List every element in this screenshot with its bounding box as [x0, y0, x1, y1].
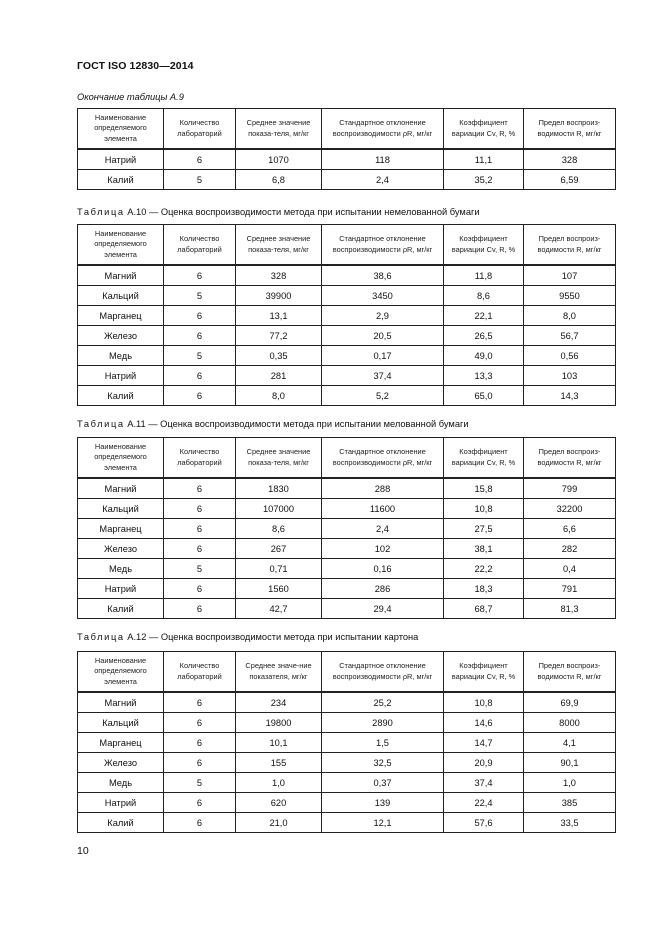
- element-name-cell: Кальций: [78, 286, 164, 306]
- value-cell: 14,6: [444, 713, 524, 733]
- table-row: [78, 539, 616, 559]
- table-a10-caption: [77, 207, 480, 217]
- table-a10-header: [78, 225, 616, 266]
- element-name-cell: Марганец: [78, 306, 164, 326]
- value-cell: 6: [164, 793, 236, 813]
- table-row: [78, 499, 616, 519]
- value-cell: 37,4: [444, 773, 524, 793]
- element-name-cell: Калий: [78, 599, 164, 619]
- element-name-cell: Натрий: [78, 793, 164, 813]
- table-row: [78, 773, 616, 793]
- value-cell: 139: [322, 793, 444, 813]
- table-row: [78, 149, 616, 170]
- value-cell: 13,1: [236, 306, 322, 326]
- column-header: Стандартное отклонение воспроизводимости ρR, мг/кг: [322, 438, 444, 479]
- value-cell: 22,4: [444, 793, 524, 813]
- element-name-cell: Железо: [78, 753, 164, 773]
- value-cell: 2,4: [322, 170, 444, 190]
- value-cell: 328: [236, 265, 322, 286]
- value-cell: 0,37: [322, 773, 444, 793]
- value-cell: 8,6: [444, 286, 524, 306]
- value-cell: 19800: [236, 713, 322, 733]
- column-header: Предел воспроиз-водимости R, мг/кг: [524, 109, 616, 150]
- element-name-cell: Калий: [78, 813, 164, 833]
- table-row: [78, 346, 616, 366]
- value-cell: 0,17: [322, 346, 444, 366]
- value-cell: 1,5: [322, 733, 444, 753]
- value-cell: 6: [164, 326, 236, 346]
- element-name-cell: Магний: [78, 265, 164, 286]
- value-cell: 6: [164, 813, 236, 833]
- value-cell: 57,6: [444, 813, 524, 833]
- value-cell: 2890: [322, 713, 444, 733]
- value-cell: 65,0: [444, 386, 524, 406]
- value-cell: 107: [524, 265, 616, 286]
- table-a12: [77, 651, 616, 833]
- value-cell: 10,8: [444, 499, 524, 519]
- value-cell: 68,7: [444, 599, 524, 619]
- table-row: [78, 366, 616, 386]
- value-cell: 25,2: [322, 692, 444, 713]
- table-label: Таблица: [77, 207, 125, 217]
- element-name-cell: Марганец: [78, 733, 164, 753]
- value-cell: 103: [524, 366, 616, 386]
- value-cell: 6: [164, 692, 236, 713]
- table-row: [78, 559, 616, 579]
- column-header: Наименование определяемого элемента: [78, 438, 164, 479]
- value-cell: 8,6: [236, 519, 322, 539]
- value-cell: 5: [164, 559, 236, 579]
- value-cell: 0,35: [236, 346, 322, 366]
- value-cell: 0,56: [524, 346, 616, 366]
- table-a9-caption: Окончание таблицы А.9: [77, 92, 184, 102]
- value-cell: 38,6: [322, 265, 444, 286]
- value-cell: 11,8: [444, 265, 524, 286]
- value-cell: 21,0: [236, 813, 322, 833]
- value-cell: 26,5: [444, 326, 524, 346]
- value-cell: 8,0: [236, 386, 322, 406]
- value-cell: 1,0: [524, 773, 616, 793]
- column-header: Среднее значение показа-теля, мг/кг: [236, 109, 322, 150]
- table-title: А.11 — Оценка воспроизводимости метода при испытании мелованной бумаги: [127, 419, 469, 429]
- table-row: [78, 478, 616, 499]
- table-row: [78, 306, 616, 326]
- value-cell: 32200: [524, 499, 616, 519]
- table-row: [78, 386, 616, 406]
- value-cell: 6,8: [236, 170, 322, 190]
- column-header: Среднее значе-ние показателя, мг/кг: [236, 652, 322, 693]
- value-cell: 791: [524, 579, 616, 599]
- column-header: Количество лабораторий: [164, 652, 236, 693]
- element-name-cell: Натрий: [78, 579, 164, 599]
- column-header: Предел воспроиз-водимости R, мг/кг: [524, 225, 616, 266]
- table-a12-header: [78, 652, 616, 693]
- value-cell: 37,4: [322, 366, 444, 386]
- table-row: [78, 170, 616, 190]
- column-header: Количество лабораторий: [164, 109, 236, 150]
- column-header: Коэффициент вариации Cv, R, %: [444, 652, 524, 693]
- element-name-cell: Медь: [78, 559, 164, 579]
- value-cell: 3450: [322, 286, 444, 306]
- element-name-cell: Медь: [78, 773, 164, 793]
- value-cell: 385: [524, 793, 616, 813]
- value-cell: 18,3: [444, 579, 524, 599]
- value-cell: 5: [164, 346, 236, 366]
- value-cell: 56,7: [524, 326, 616, 346]
- value-cell: 33,5: [524, 813, 616, 833]
- value-cell: 6: [164, 753, 236, 773]
- table-row: [78, 793, 616, 813]
- value-cell: 10,8: [444, 692, 524, 713]
- value-cell: 39900: [236, 286, 322, 306]
- value-cell: 286: [322, 579, 444, 599]
- table-a11-caption: [77, 419, 469, 429]
- value-cell: 155: [236, 753, 322, 773]
- column-header: Наименование определяемого элемента: [78, 109, 164, 150]
- value-cell: 35,2: [444, 170, 524, 190]
- value-cell: 234: [236, 692, 322, 713]
- value-cell: 14,3: [524, 386, 616, 406]
- table-a11: [77, 437, 616, 619]
- element-name-cell: Магний: [78, 478, 164, 499]
- table-row: [78, 692, 616, 713]
- element-name-cell: Калий: [78, 386, 164, 406]
- value-cell: 0,4: [524, 559, 616, 579]
- value-cell: 6: [164, 499, 236, 519]
- column-header: Предел воспроиз-водимости R, мг/кг: [524, 652, 616, 693]
- element-name-cell: Железо: [78, 539, 164, 559]
- column-header: Наименование определяемого элемента: [78, 652, 164, 693]
- value-cell: 1830: [236, 478, 322, 499]
- table-row: [78, 753, 616, 773]
- table-label: Таблица: [77, 632, 125, 642]
- element-name-cell: Натрий: [78, 149, 164, 170]
- value-cell: 22,2: [444, 559, 524, 579]
- value-cell: 8000: [524, 713, 616, 733]
- value-cell: 5: [164, 286, 236, 306]
- table-row: [78, 733, 616, 753]
- value-cell: 0,16: [322, 559, 444, 579]
- value-cell: 6: [164, 149, 236, 170]
- value-cell: 2,9: [322, 306, 444, 326]
- column-header: Количество лабораторий: [164, 438, 236, 479]
- value-cell: 1560: [236, 579, 322, 599]
- value-cell: 27,5: [444, 519, 524, 539]
- table-row: [78, 519, 616, 539]
- value-cell: 8,0: [524, 306, 616, 326]
- table-row: [78, 286, 616, 306]
- value-cell: 281: [236, 366, 322, 386]
- value-cell: 6,6: [524, 519, 616, 539]
- value-cell: 29,4: [322, 599, 444, 619]
- column-header: Среднее значение показа-теля, мг/кг: [236, 438, 322, 479]
- column-header: Среднее значение показа-теля, мг/кг: [236, 225, 322, 266]
- column-header: Стандартное отклонение воспроизводимости ρR, мг/кг: [322, 225, 444, 266]
- table-row: [78, 579, 616, 599]
- table-label: Таблица: [77, 419, 125, 429]
- column-header: Коэффициент вариации Cv, R, %: [444, 225, 524, 266]
- value-cell: 6: [164, 265, 236, 286]
- value-cell: 6: [164, 519, 236, 539]
- value-cell: 6: [164, 306, 236, 326]
- value-cell: 14,7: [444, 733, 524, 753]
- value-cell: 81,3: [524, 599, 616, 619]
- table-row: [78, 813, 616, 833]
- value-cell: 2,4: [322, 519, 444, 539]
- table-row: [78, 599, 616, 619]
- value-cell: 6: [164, 599, 236, 619]
- element-name-cell: Магний: [78, 692, 164, 713]
- value-cell: 6: [164, 366, 236, 386]
- value-cell: 6: [164, 733, 236, 753]
- value-cell: 12,1: [322, 813, 444, 833]
- column-header: Предел воспроиз-водимости R, мг/кг: [524, 438, 616, 479]
- element-name-cell: Марганец: [78, 519, 164, 539]
- table-title: А.12 — Оценка воспроизводимости метода при испытании картона: [127, 632, 419, 642]
- value-cell: 107000: [236, 499, 322, 519]
- value-cell: 42,7: [236, 599, 322, 619]
- value-cell: 118: [322, 149, 444, 170]
- value-cell: 32,5: [322, 753, 444, 773]
- value-cell: 1070: [236, 149, 322, 170]
- element-name-cell: Калий: [78, 170, 164, 190]
- value-cell: 11,1: [444, 149, 524, 170]
- value-cell: 5: [164, 170, 236, 190]
- value-cell: 38,1: [444, 539, 524, 559]
- value-cell: 5: [164, 773, 236, 793]
- value-cell: 0,71: [236, 559, 322, 579]
- column-header: Стандартное отклонение воспроизводимости ρR, мг/кг: [322, 652, 444, 693]
- element-name-cell: Натрий: [78, 366, 164, 386]
- value-cell: 6,59: [524, 170, 616, 190]
- table-a9-header: [78, 109, 616, 150]
- value-cell: 328: [524, 149, 616, 170]
- column-header: Коэффициент вариации Cv, R, %: [444, 438, 524, 479]
- table-row: [78, 713, 616, 733]
- element-name-cell: Кальций: [78, 713, 164, 733]
- value-cell: 15,8: [444, 478, 524, 499]
- column-header: Стандартное отклонение воспроизводимости ρR, мг/кг: [322, 109, 444, 150]
- value-cell: 69,9: [524, 692, 616, 713]
- page-number: 10: [77, 845, 89, 857]
- value-cell: 13,3: [444, 366, 524, 386]
- value-cell: 799: [524, 478, 616, 499]
- column-header: Наименование определяемого элемента: [78, 225, 164, 266]
- value-cell: 9550: [524, 286, 616, 306]
- value-cell: 282: [524, 539, 616, 559]
- document-header: ГОСТ ISO 12830—2014: [77, 60, 194, 72]
- value-cell: 77,2: [236, 326, 322, 346]
- table-row: [78, 265, 616, 286]
- value-cell: 4,1: [524, 733, 616, 753]
- value-cell: 6: [164, 539, 236, 559]
- value-cell: 288: [322, 478, 444, 499]
- value-cell: 620: [236, 793, 322, 813]
- column-header: Количество лабораторий: [164, 225, 236, 266]
- element-name-cell: Железо: [78, 326, 164, 346]
- table-title: А.10 — Оценка воспроизводимости метода при испытании немелованной бумаги: [127, 207, 480, 217]
- element-name-cell: Кальций: [78, 499, 164, 519]
- value-cell: 6: [164, 478, 236, 499]
- element-name-cell: Медь: [78, 346, 164, 366]
- value-cell: 267: [236, 539, 322, 559]
- table-row: [78, 326, 616, 346]
- value-cell: 90,1: [524, 753, 616, 773]
- value-cell: 49,0: [444, 346, 524, 366]
- value-cell: 20,5: [322, 326, 444, 346]
- value-cell: 11600: [322, 499, 444, 519]
- table-a11-header: [78, 438, 616, 479]
- value-cell: 6: [164, 386, 236, 406]
- value-cell: 6: [164, 713, 236, 733]
- value-cell: 20,9: [444, 753, 524, 773]
- value-cell: 6: [164, 579, 236, 599]
- column-header: Коэффициент вариации Cv, R, %: [444, 109, 524, 150]
- table-a12-caption: [77, 632, 418, 642]
- value-cell: 5,2: [322, 386, 444, 406]
- table-a9: [77, 108, 616, 190]
- value-cell: 1,0: [236, 773, 322, 793]
- value-cell: 102: [322, 539, 444, 559]
- value-cell: 22,1: [444, 306, 524, 326]
- table-a10: [77, 224, 616, 406]
- value-cell: 10,1: [236, 733, 322, 753]
